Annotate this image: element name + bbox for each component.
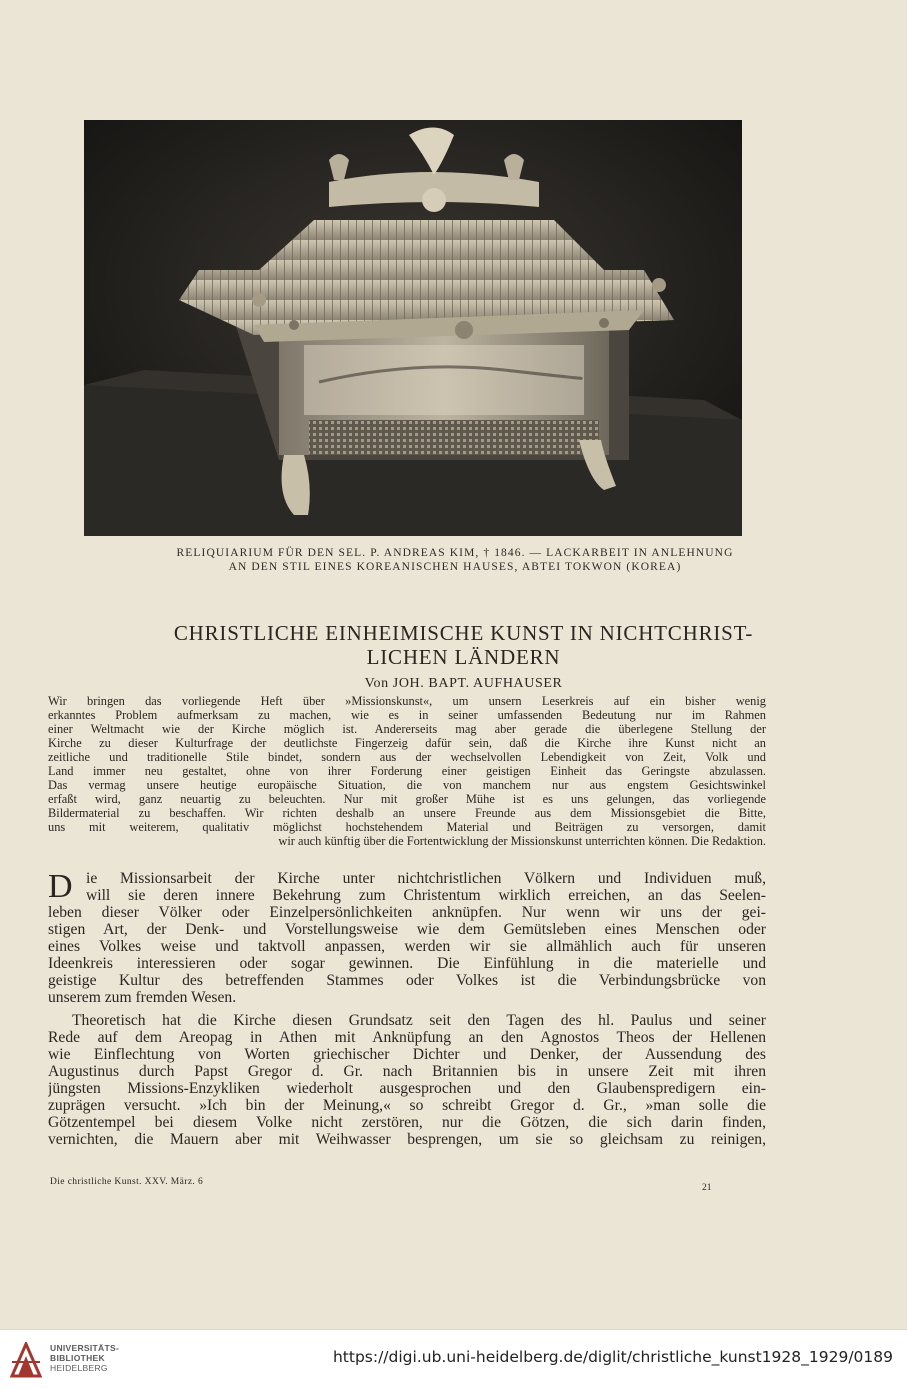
editorial-note-line: Wir bringen das vorliegende Heft über »Missionskunst«, um unsern Leserkreis auf ein bisher wenig — [48, 694, 766, 708]
body-line: wie Einflechtung von Worten griechischer Dichter und Denker, der Aussendung des — [48, 1046, 766, 1063]
body-line: geistige Kultur des betreffenden Stammes oder Volkes ist die Verbindungsbrücke von — [48, 972, 766, 989]
library-name-line-1: UNIVERSITÄTS- — [50, 1343, 120, 1353]
body-line: Ideenkreis interessieren oder sogar gewinnen. Die Einfühlung in die materielle und — [48, 955, 766, 972]
body-line: Augustinus durch Papst Gregor d. Gr. nach Britannien bis in unsere Zeit mit ihren — [48, 1063, 766, 1080]
reliquary-photograph — [84, 120, 742, 536]
library-name-line-3: HEIDELBERG — [50, 1363, 108, 1373]
library-name — [50, 1343, 119, 1373]
editorial-note-line: Kirche zu dieser Kulturfrage der deutlichste Fingerzeig dafür sein, daß die Kirche ihre Kunst nicht an — [48, 736, 766, 750]
body-line: stigen Art, der Denk- und Vorstellungsweise wie dem Gemütsleben eines Menschen oder — [48, 921, 766, 938]
body-line: zuprägen versucht. »Ich bin der Meinung,« so schreibt Gregor d. Gr., »man solle die — [48, 1097, 766, 1114]
body-line: Rede auf dem Areopag in Athen mit Anknüpfung an den Agnostos Theos der Hellenen — [48, 1029, 766, 1046]
viewer-bottom-bar — [0, 1329, 907, 1389]
body-line: will sie deren innere Bekehrung zum Christentum wirklich erreichen, an das Seelen- — [86, 887, 766, 904]
photo-caption-line-2: AN DEN STIL EINES KOREANISCHEN HAUSES, ABTEI TOKWON (KOREA) — [228, 561, 682, 573]
editorial-note-line: Bildermaterial zu beschaffen. Wir richten deshalb an unsere Freunde aus dem Missionsgebiet die Bitte, — [48, 806, 766, 820]
body-line: unserem zum fremden Wesen. — [48, 989, 237, 1006]
article-title-line-1: CHRISTLICHE EINHEIMISCHE KUNST IN NICHTCHRIST- — [173, 621, 754, 645]
page-number: 21 — [702, 1183, 712, 1193]
author-byline: Von JOH. BAPT. AUFHAUSER — [364, 676, 563, 691]
body-line: eines Volkes weise und taktvoll anpassen, werden wir sie allmählich auch für unseren — [48, 938, 766, 955]
body-line: Theoretisch hat die Kirche diesen Grundsatz seit den Tagen des hl. Paulus und seiner — [72, 1012, 766, 1029]
heidelberg-logo-icon — [10, 1342, 42, 1378]
body-line: Götzentempel bei diesem Volke nicht zerstören, nur die Götzen, die sich darin finden, — [48, 1114, 766, 1131]
editorial-note-line: zeitliche und traditionelle Stile bindet, sondern aus der wechselvollen Lebendigkeit von Zeit, Volk und — [48, 750, 766, 764]
drop-cap: D — [48, 868, 73, 905]
editorial-note-line: uns mit weiterem, qualitativ möglichst hochstehendem Material und Beiträgen zu versorgen, damit — [48, 820, 766, 834]
editorial-note-line: einer Weltmacht wie der Kirche möglich ist. Andererseits mag aber gerade die überlegene Stellung der — [48, 722, 766, 736]
photo-caption-line-1: RELIQUIARIUM FÜR DEN SEL. P. ANDREAS KIM, † 1846. — LACKARBEIT IN ANLEHNUNG — [176, 547, 734, 559]
body-line: leben dieser Völker oder Einzelpersönlichkeiten anknüpfen. Nur wenn wir uns der gei- — [48, 904, 766, 921]
body-line: jüngsten Missions-Enzykliken wiederholt ausgesprochen und den Glaubenspredigern ein- — [48, 1080, 766, 1097]
editorial-note-line: erkanntes Problem aufmerksam zu machen, wie es in seiner umfassenden Bedeutung nur im Rahmen — [48, 708, 766, 722]
article-title-line-2: LICHEN LÄNDERN — [366, 645, 561, 669]
editorial-note-line: Das vermag unsere heutige europäische Situation, die von manchem nur aus engstem Gesichtswinkel — [48, 778, 766, 792]
editorial-note-line: erfaßt wird, ganz neuartig zu beleuchten. Nur mit großer Mühe ist es uns gelungen, das vorliegende — [48, 792, 766, 806]
body-line: vernichten, die Mauern aber mit Weihwasser besprengen, um sie so gleichsam zu reinigen, — [48, 1131, 766, 1148]
journal-footer: Die christliche Kunst. XXV. März. 6 — [50, 1177, 204, 1187]
library-name-line-2: BIBLIOTHEK — [50, 1353, 105, 1363]
permalink-url[interactable]: https://digi.ub.uni-heidelberg.de/diglit/christliche_kunst1928_1929/0189 — [332, 1348, 893, 1366]
editorial-note-line: Land immer neu gestaltet, ohne von ihrer Forderung einer geistigen Einheit das Geringste abzulassen. — [48, 764, 766, 778]
editorial-note-line: wir auch künftig über die Fortentwicklung der Missionskunst unterrichten können. Die Redaktion. — [278, 834, 766, 848]
body-line: ie Missionsarbeit der Kirche unter nichtchristlichen Völkern und Individuen muß, — [86, 870, 766, 887]
